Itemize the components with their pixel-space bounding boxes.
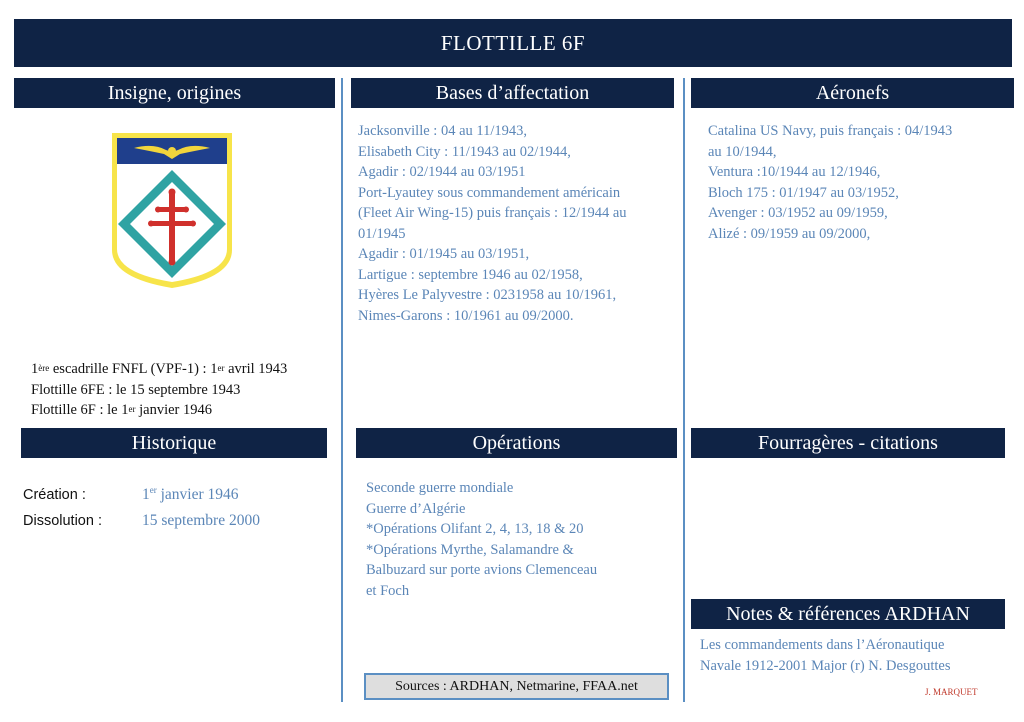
column-divider-right	[683, 78, 685, 702]
list-item: Lartigue : septembre 1946 au 02/1958,	[358, 266, 583, 283]
list-item: Hyères Le Palyvestre : 0231958 au 10/1961,	[358, 287, 617, 303]
list-item: Balbuzard sur porte avions Clemenceau	[366, 562, 598, 578]
section-header-notes: Notes & références ARDHAN	[691, 599, 1005, 629]
list-item: Bloch 175 : 01/1947 au 03/1952,	[708, 184, 899, 201]
list-item: Les commandements dans l’Aéronautique	[700, 637, 945, 653]
section-header-insigne: Insigne, origines	[14, 78, 335, 108]
list-item: *Opérations Myrthe, Salamandre &	[366, 541, 574, 558]
column-divider-left	[341, 78, 343, 702]
origins-line-3: Flottille 6F : le 1er janvier 1946	[31, 402, 212, 418]
origins-text	[31, 359, 287, 421]
list-item: Port-Lyautey sous commandement américain	[358, 184, 621, 201]
list-item: Alizé : 09/1959 au 09/2000,	[708, 225, 871, 242]
squadron-insignia-icon	[108, 130, 236, 292]
author-signature: J. MARQUET	[925, 687, 978, 697]
list-item: au 10/1944,	[708, 143, 777, 160]
aircraft-list	[708, 121, 952, 244]
section-header-historique: Historique	[21, 428, 327, 458]
notes-list	[700, 635, 950, 676]
list-item: Agadir : 01/1945 au 03/1951,	[358, 246, 530, 262]
list-item: Navale 1912-2001 Major (r) N. Desgouttes	[700, 657, 951, 674]
historique-creation-value: 1er janvier 1946	[142, 485, 239, 503]
origins-line-2: Flottille 6FE : le 15 septembre 1943	[31, 381, 241, 398]
list-item: Elisabeth City : 11/1943 au 02/1944,	[358, 143, 571, 160]
section-header-bases: Bases d’affectation	[351, 78, 674, 108]
operations-list	[366, 478, 597, 601]
list-item: 01/1945	[358, 225, 406, 242]
list-item: et Foch	[366, 582, 410, 599]
list-item: *Opérations Olifant 2, 4, 13, 18 & 20	[366, 521, 584, 537]
list-item: (Fleet Air Wing-15) puis français : 12/1944 au	[358, 205, 627, 221]
list-item: Guerre d’Algérie	[366, 500, 466, 517]
page-title: FLOTTILLE 6F	[14, 19, 1012, 67]
sources-box: Sources : ARDHAN, Netmarine, FFAA.net	[364, 673, 669, 700]
list-item: Jacksonville : 04 au 11/1943,	[358, 123, 528, 139]
section-header-operations: Opérations	[356, 428, 677, 458]
section-header-aeronefs: Aéronefs	[691, 78, 1014, 108]
list-item: Ventura :10/1944 au 12/1946,	[708, 164, 881, 180]
list-item: Avenger : 03/1952 au 09/1959,	[708, 205, 888, 221]
list-item: Catalina US Navy, puis français : 04/1943	[708, 123, 953, 139]
bases-list	[358, 121, 627, 326]
list-item: Agadir : 02/1944 au 03/1951	[358, 164, 526, 180]
origins-line-1: 1ère escadrille FNFL (VPF-1) : 1er avril 1943	[31, 361, 288, 377]
list-item: Seconde guerre mondiale	[366, 480, 514, 496]
historique-dissolution: Dissolution :	[23, 513, 102, 529]
historique-dissolution-value: 15 septembre 2000	[142, 512, 260, 529]
list-item: Nimes-Garons : 10/1961 au 09/2000.	[358, 307, 574, 324]
section-header-fourrageres: Fourragères - citations	[691, 428, 1005, 458]
historique-creation: Création :	[23, 487, 86, 503]
